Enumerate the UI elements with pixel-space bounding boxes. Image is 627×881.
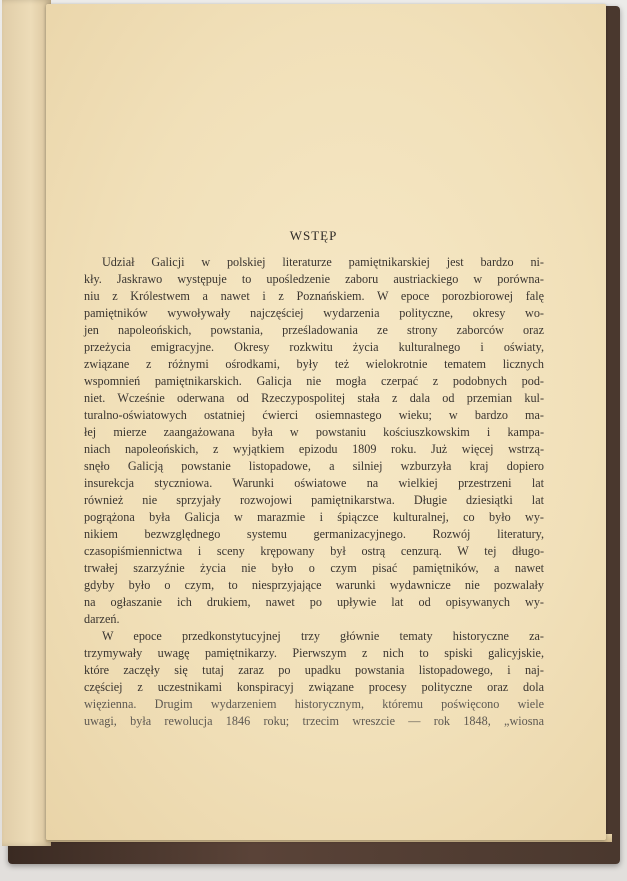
text-line: trzymywały uwagę pamiętnikarzy. Pierwszym z nich to spiski galicyjskie, — [84, 646, 544, 660]
text-line: kły. Jaskrawo występuje to upośledzenie zaboru austriackiego w porówna- — [84, 272, 544, 286]
text-line: jen napoleońskich, powstania, prześladowania ze strony zaborców oraz — [84, 323, 544, 337]
text-line: W epoce przedkonstytucyjnej trzy głównie tematy historyczne za- — [102, 629, 544, 643]
text-line: pamiętników wywoływały najczęściej wydarzenia polityczne, okresy wo- — [84, 306, 544, 320]
text-line: również nie sprzyjały rozwojowi pamiętnikarstwa. Długie dziesiątki lat — [84, 493, 544, 507]
text-line: wspomnień pamiętnikarskich. Galicja nie mogła czerpać z podobnych pod- — [84, 374, 544, 388]
text-line: pogrążona była Galicja w marazmie i śpiączce kulturalnej, co było wy- — [84, 510, 544, 524]
text-line: na ogłaszanie ich drukiem, nawet po upływie lat od opisywanych wy- — [84, 595, 544, 609]
text-line: insurekcja styczniowa. Warunki oświatowe na wielkiej przestrzeni lat — [84, 476, 544, 490]
text-line: które zaczęły się tutaj zaraz po upadku powstania listopadowego, i naj- — [84, 663, 544, 677]
text-line: przeżycia emigracyjne. Okresy rozkwitu życia kulturalnego i oświaty, — [84, 340, 544, 354]
chapter-heading: WSTĘP — [289, 228, 338, 243]
text-line: darzeń. — [84, 612, 120, 626]
text-line: niu z Królestwem a nawet i z Poznańskiem. W epoce porozbiorowej falę — [84, 289, 544, 303]
text-line: turalno-oświatowych ostatniej ćwierci osiemnastego wieku; w bardzo ma- — [84, 408, 544, 422]
text-line: gdyby było o czym, to niesprzyjające warunki wydawnicze nie pozwalały — [84, 578, 544, 592]
text-line: uwagi, była rewolucja 1846 roku; trzecim wreszcie — rok 1848, „wiosna — [84, 714, 544, 728]
text-line: częściej z uczestnikami konspiracyj związane procesy polityczne oraz dola — [84, 680, 544, 694]
text-line: Udział Galicji w polskiej literaturze pamiętnikarskiej jest bardzo ni- — [102, 255, 544, 269]
text-line: nikiem bezwzględnego systemu germanizacyjnego. Rozwój literatury, — [84, 527, 544, 541]
text-line: więzienna. Drugim wydarzeniem historycznym, któremu poświęcono wiele — [84, 697, 544, 711]
text-line: łej mierze zaangażowana była w powstaniu kościuszkowskim i kampa- — [84, 425, 544, 439]
left-page-edge — [2, 0, 51, 846]
text-line: czasopiśmiennictwa i sceny krępowany był ostrą cenzurą. W tej długo- — [84, 544, 544, 558]
text-line: związane z różnymi ośrodkami, były też wielokrotnie tematem licznych — [84, 357, 544, 371]
body-text — [84, 254, 544, 730]
text-line: trwałej szarzyźnie życia nie było o czym pisać pamiętników, a nawet — [84, 561, 544, 575]
text-line: niach napoleońskich, z wyjątkiem epizodu 1809 roku. Już więcej wstrzą- — [84, 442, 544, 456]
text-line: niet. Wcześnie oderwana od Rzeczypospolitej stała z dala od przemian kul- — [84, 391, 544, 405]
text-line: snęło Galicją powstanie listopadowe, a silniej wzburzyła kraj dopiero — [84, 459, 544, 473]
